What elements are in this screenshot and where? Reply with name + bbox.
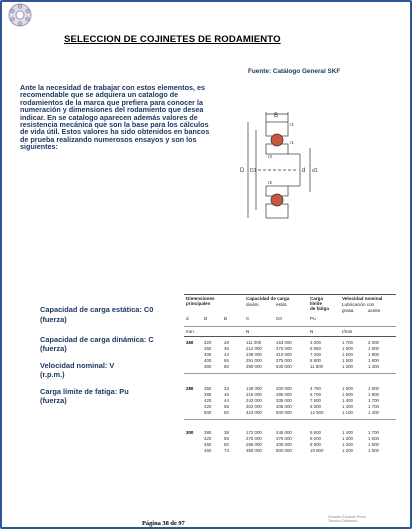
header-fatigue-limit: Carga límite de fatiga (310, 296, 329, 311)
table-cell: 163 000 (276, 340, 292, 345)
table-cell: 10 800 (310, 448, 324, 453)
group-separator (184, 419, 396, 420)
table-cell: 375 000 (276, 358, 292, 363)
unit-mm: mm (186, 329, 194, 334)
table-cell: 33 (224, 386, 229, 391)
table-cell: 1 300 (342, 436, 353, 441)
table-cell: 7 200 (310, 352, 321, 357)
table-cell: 216 000 (246, 392, 262, 397)
table-cell: 1 400 (368, 364, 379, 369)
table-cell: 46 (224, 346, 229, 351)
group-bore-diameter: 300 (186, 430, 194, 435)
table-cell: 285 000 (276, 392, 292, 397)
header-dimensions: Dimensiones principales (186, 296, 215, 306)
table-cell: 360 (204, 346, 212, 351)
table-cell: 1 500 (368, 442, 379, 447)
table-cell: 6 700 (310, 392, 321, 397)
header-grease: grasa (342, 308, 354, 313)
table-cell: 172 000 (246, 430, 262, 435)
table-cell: 423 000 (246, 410, 262, 415)
table-cell: 80 (224, 364, 229, 369)
page-title: SELECCION DE COJINETES DE RODAMIENTO (64, 34, 281, 45)
table-cell: 500 000 (276, 448, 292, 453)
table-cell: 500 (204, 410, 212, 415)
header-lubrication: Lubricación con (342, 302, 375, 307)
table-cell: 1 800 (368, 352, 379, 357)
table-cell: 1 600 (342, 386, 353, 391)
table-cell: 111 000 (246, 340, 262, 345)
table-cell: 5 600 (310, 430, 321, 435)
table-cell: 74 (224, 448, 229, 453)
table-cell: 480 (204, 364, 212, 369)
table-cell: 420 (204, 436, 212, 441)
table-cell: 1 400 (342, 398, 353, 403)
table-cell: 65 (224, 404, 229, 409)
table-cell: 1 500 (342, 352, 353, 357)
table-cell: 1 700 (368, 430, 379, 435)
header-load-stat: estát. (276, 302, 288, 307)
table-cell: 405 000 (276, 442, 292, 447)
label-D: D (240, 168, 245, 174)
table-cell: 600 000 (276, 410, 292, 415)
table-cell: 7 500 (310, 398, 321, 403)
table-cell: 310 000 (276, 352, 292, 357)
table-cell: 44 (224, 352, 229, 357)
table-cell: 2 000 (368, 340, 379, 345)
table-cell: 1 700 (368, 398, 379, 403)
table-cell: 270 000 (246, 436, 262, 441)
author-credit: Gerardo Eduardo Perez Técnico Calderero (328, 515, 367, 523)
header-oil: aceite (368, 308, 381, 313)
table-cell: 12 900 (310, 410, 324, 415)
table-cell: 245 000 (276, 430, 292, 435)
table-cell: 11 800 (310, 364, 324, 369)
property-fatigue-limit: Carga límite de fatiga: Pu (fuerza) (40, 387, 129, 405)
table-cell: 1 600 (342, 346, 353, 351)
table-cell: 1 500 (342, 392, 353, 397)
table-cell: 420 (204, 398, 212, 403)
group-bore-diameter: 280 (186, 386, 194, 391)
label-B: B (274, 113, 279, 119)
table-cell: 242 000 (246, 398, 262, 403)
table-cell: 1 100 (342, 410, 353, 415)
table-cell: 1 500 (342, 358, 353, 363)
table-cell: 44 (224, 398, 229, 403)
col-d: d (186, 316, 189, 321)
table-cell: 8 800 (310, 442, 321, 447)
table-cell: 1 400 (342, 430, 353, 435)
header-rule (184, 326, 396, 327)
label-d: d (302, 168, 306, 174)
table-cell: 4 750 (310, 386, 321, 391)
table-cell: 1 200 (342, 442, 353, 447)
table-cell: 1 800 (368, 358, 379, 363)
header-load-dyn: dinám. (246, 302, 260, 307)
label-r2-a: r2 (268, 154, 273, 159)
col-C: C (246, 316, 250, 321)
table-cell: 400 (204, 352, 212, 357)
table-cell: 1 800 (368, 392, 379, 397)
intro-paragraph: Ante la necesidad de trabajar con estos elementos, es recomendable que se adquiera un catalogo de rodamientos de la marca que prefiera para conocer la numeración y dimensiones del rodamiento que desea indicar. En se catalogo aparecen además valores de resistencia mecánica que son la base para los cálculos de vida útil. Estos valores ha sido obtenidos en bancos de prueba realizando numerosos ensayos y son los siguientes: (20, 83, 210, 152)
table-cell: 4 000 (310, 340, 321, 345)
header-load-capacity: Capacidad de carga (246, 296, 290, 301)
property-nominal-speed: Velocidad nominal: V (r.p.m.) (40, 361, 115, 379)
col-D: D (204, 316, 208, 321)
table-cell: 302 000 (246, 404, 262, 409)
table-cell: 400 (204, 358, 212, 363)
table-cell: 38 (224, 430, 229, 435)
col-C0: C0 (276, 316, 282, 321)
table-cell: 1 700 (342, 340, 353, 345)
table-cell: 335 000 (276, 398, 292, 403)
table-cell: 1 200 (342, 448, 353, 453)
group-separator (184, 373, 396, 374)
table-cell: 460 (204, 442, 212, 447)
table-cell: 138 000 (246, 386, 262, 391)
table-cell: 390 000 (246, 364, 262, 369)
table-cell: 212 000 (246, 346, 262, 351)
col-Pu: Pu (310, 316, 316, 321)
table-cell: 28 (224, 340, 229, 345)
table-cell: 320 (204, 340, 212, 345)
table-cell: 56 (224, 436, 229, 441)
table-cell: 9 300 (310, 404, 321, 409)
table-top-rule (184, 294, 396, 295)
units-rule (184, 336, 396, 337)
table-cell: 1 500 (368, 448, 379, 453)
group-bore-diameter: 260 (186, 340, 194, 345)
table-cell: 350 (204, 386, 212, 391)
table-cell: 46 (224, 392, 229, 397)
table-cell: 375 000 (276, 436, 292, 441)
table-cell: 405 000 (276, 404, 292, 409)
table-cell: 8 800 (310, 358, 321, 363)
table-cell: 1 600 (368, 436, 379, 441)
table-cell: 291 000 (246, 358, 262, 363)
label-r1-a: r1 (290, 122, 295, 127)
table-cell: 50 (224, 442, 229, 447)
table-cell: 1 700 (368, 404, 379, 409)
label-r1-b: r1 (290, 140, 295, 145)
unit-rpm: r/min (342, 329, 353, 334)
col-B: B (224, 316, 228, 321)
label-r2-b: r2 (268, 180, 273, 185)
table-cell: 1 400 (368, 410, 379, 415)
label-D1: D1 (250, 168, 257, 174)
table-cell: 530 000 (276, 364, 292, 369)
bearing-cross-section-drawing (228, 110, 340, 230)
table-cell: 65 (224, 358, 229, 363)
table-cell: 286 000 (246, 442, 262, 447)
table-cell: 380 (204, 430, 212, 435)
label-d1: d1 (312, 168, 318, 174)
table-cell: 1 300 (342, 364, 353, 369)
table-cell: 460 (204, 448, 212, 453)
table-cell: 6 550 (310, 346, 321, 351)
table-cell: 8 000 (310, 436, 321, 441)
table-cell: 358 000 (246, 448, 262, 453)
table-cell: 1 400 (342, 404, 353, 409)
table-cell: 238 000 (246, 352, 262, 357)
unit-N-limit: N (310, 329, 314, 334)
table-cell: 380 (204, 392, 212, 397)
table-cell: 1 900 (368, 386, 379, 391)
header-speed: Velocidad nominal (342, 296, 383, 301)
property-dynamic-load: Capacidad de carga dinámica: C (fuerza) (40, 335, 154, 353)
unit-N-load: N (246, 329, 250, 334)
table-cell: 270 000 (276, 346, 292, 351)
table-cell: 80 (224, 410, 229, 415)
table-cell: 200 000 (276, 386, 292, 391)
bearing-data-table (184, 294, 396, 474)
source-note: Fuente: Catálogo General SKF (248, 68, 341, 75)
table-cell: 420 (204, 404, 212, 409)
table-cell: 1 900 (368, 346, 379, 351)
page-number: Página 38 de 97 (142, 520, 185, 527)
property-static-load: Capacidad de carga estática: C0 (fuerza) (40, 305, 154, 324)
gear-logo-icon (6, 2, 34, 28)
